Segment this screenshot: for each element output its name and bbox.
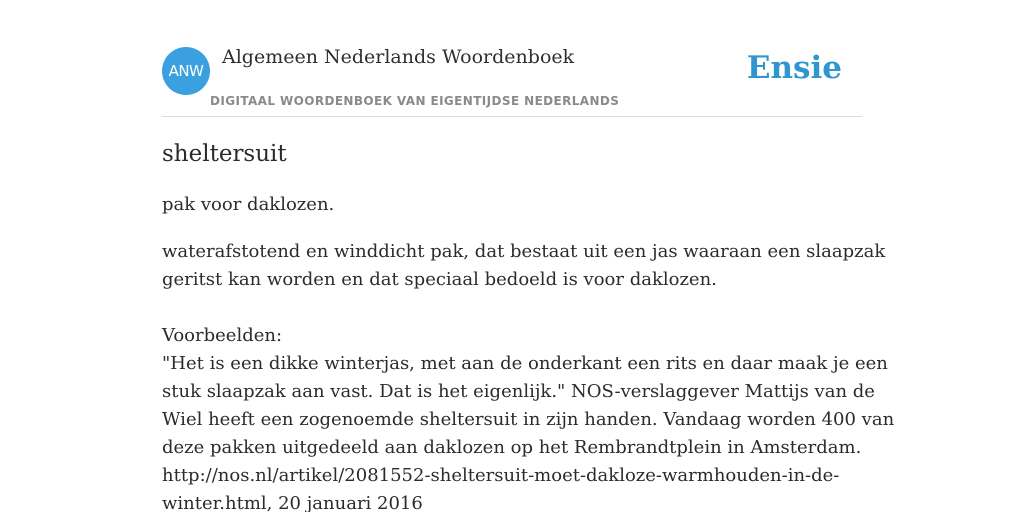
long-definition-line: geritst kan worden en dat speciaal bedoeld is voor daklozen.: [162, 269, 717, 290]
example-source-link[interactable]: http://nos.nl/artikel/2081552-sheltersuit-moet-dakloze-warmhouden-in-de-: [162, 465, 840, 486]
entry-content: [162, 138, 895, 512]
example-line: Wiel heeft een zogenoemde sheltersuit in zijn handen. Vandaag worden 400 van: [162, 409, 895, 430]
long-definition: [162, 238, 886, 294]
short-definition: pak voor daklozen.: [162, 194, 335, 215]
headword: sheltersuit: [162, 141, 287, 167]
example-line: "Het is een dikke winterjas, met aan de onderkant een rits en daar maak je een: [162, 353, 888, 374]
examples-heading: Voorbeelden:: [162, 325, 283, 346]
ensie-brand-link[interactable]: Ensie: [746, 50, 842, 86]
example-line: stuk slaapzak aan vast. Dat is het eigenlijk." NOS-verslaggever Mattijs van de: [162, 381, 875, 402]
long-definition-line: waterafstotend en winddicht pak, dat bestaat uit een jas waaraan een slaapzak: [162, 241, 886, 262]
example-line: winter.html, 20 januari 2016: [162, 493, 423, 512]
examples-section: [162, 322, 895, 512]
site-subtitle: DIGITAAL WOORDENBOEK VAN EIGENTIJDSE NEDERLANDS: [210, 94, 620, 108]
anw-logo[interactable]: ANW: [162, 47, 210, 95]
site-header: [162, 0, 862, 117]
example-line: deze pakken uitgedeeld aan daklozen op het Rembrandtplein in Amsterdam.: [162, 437, 862, 458]
site-title[interactable]: Algemeen Nederlands Woordenboek: [222, 46, 575, 68]
